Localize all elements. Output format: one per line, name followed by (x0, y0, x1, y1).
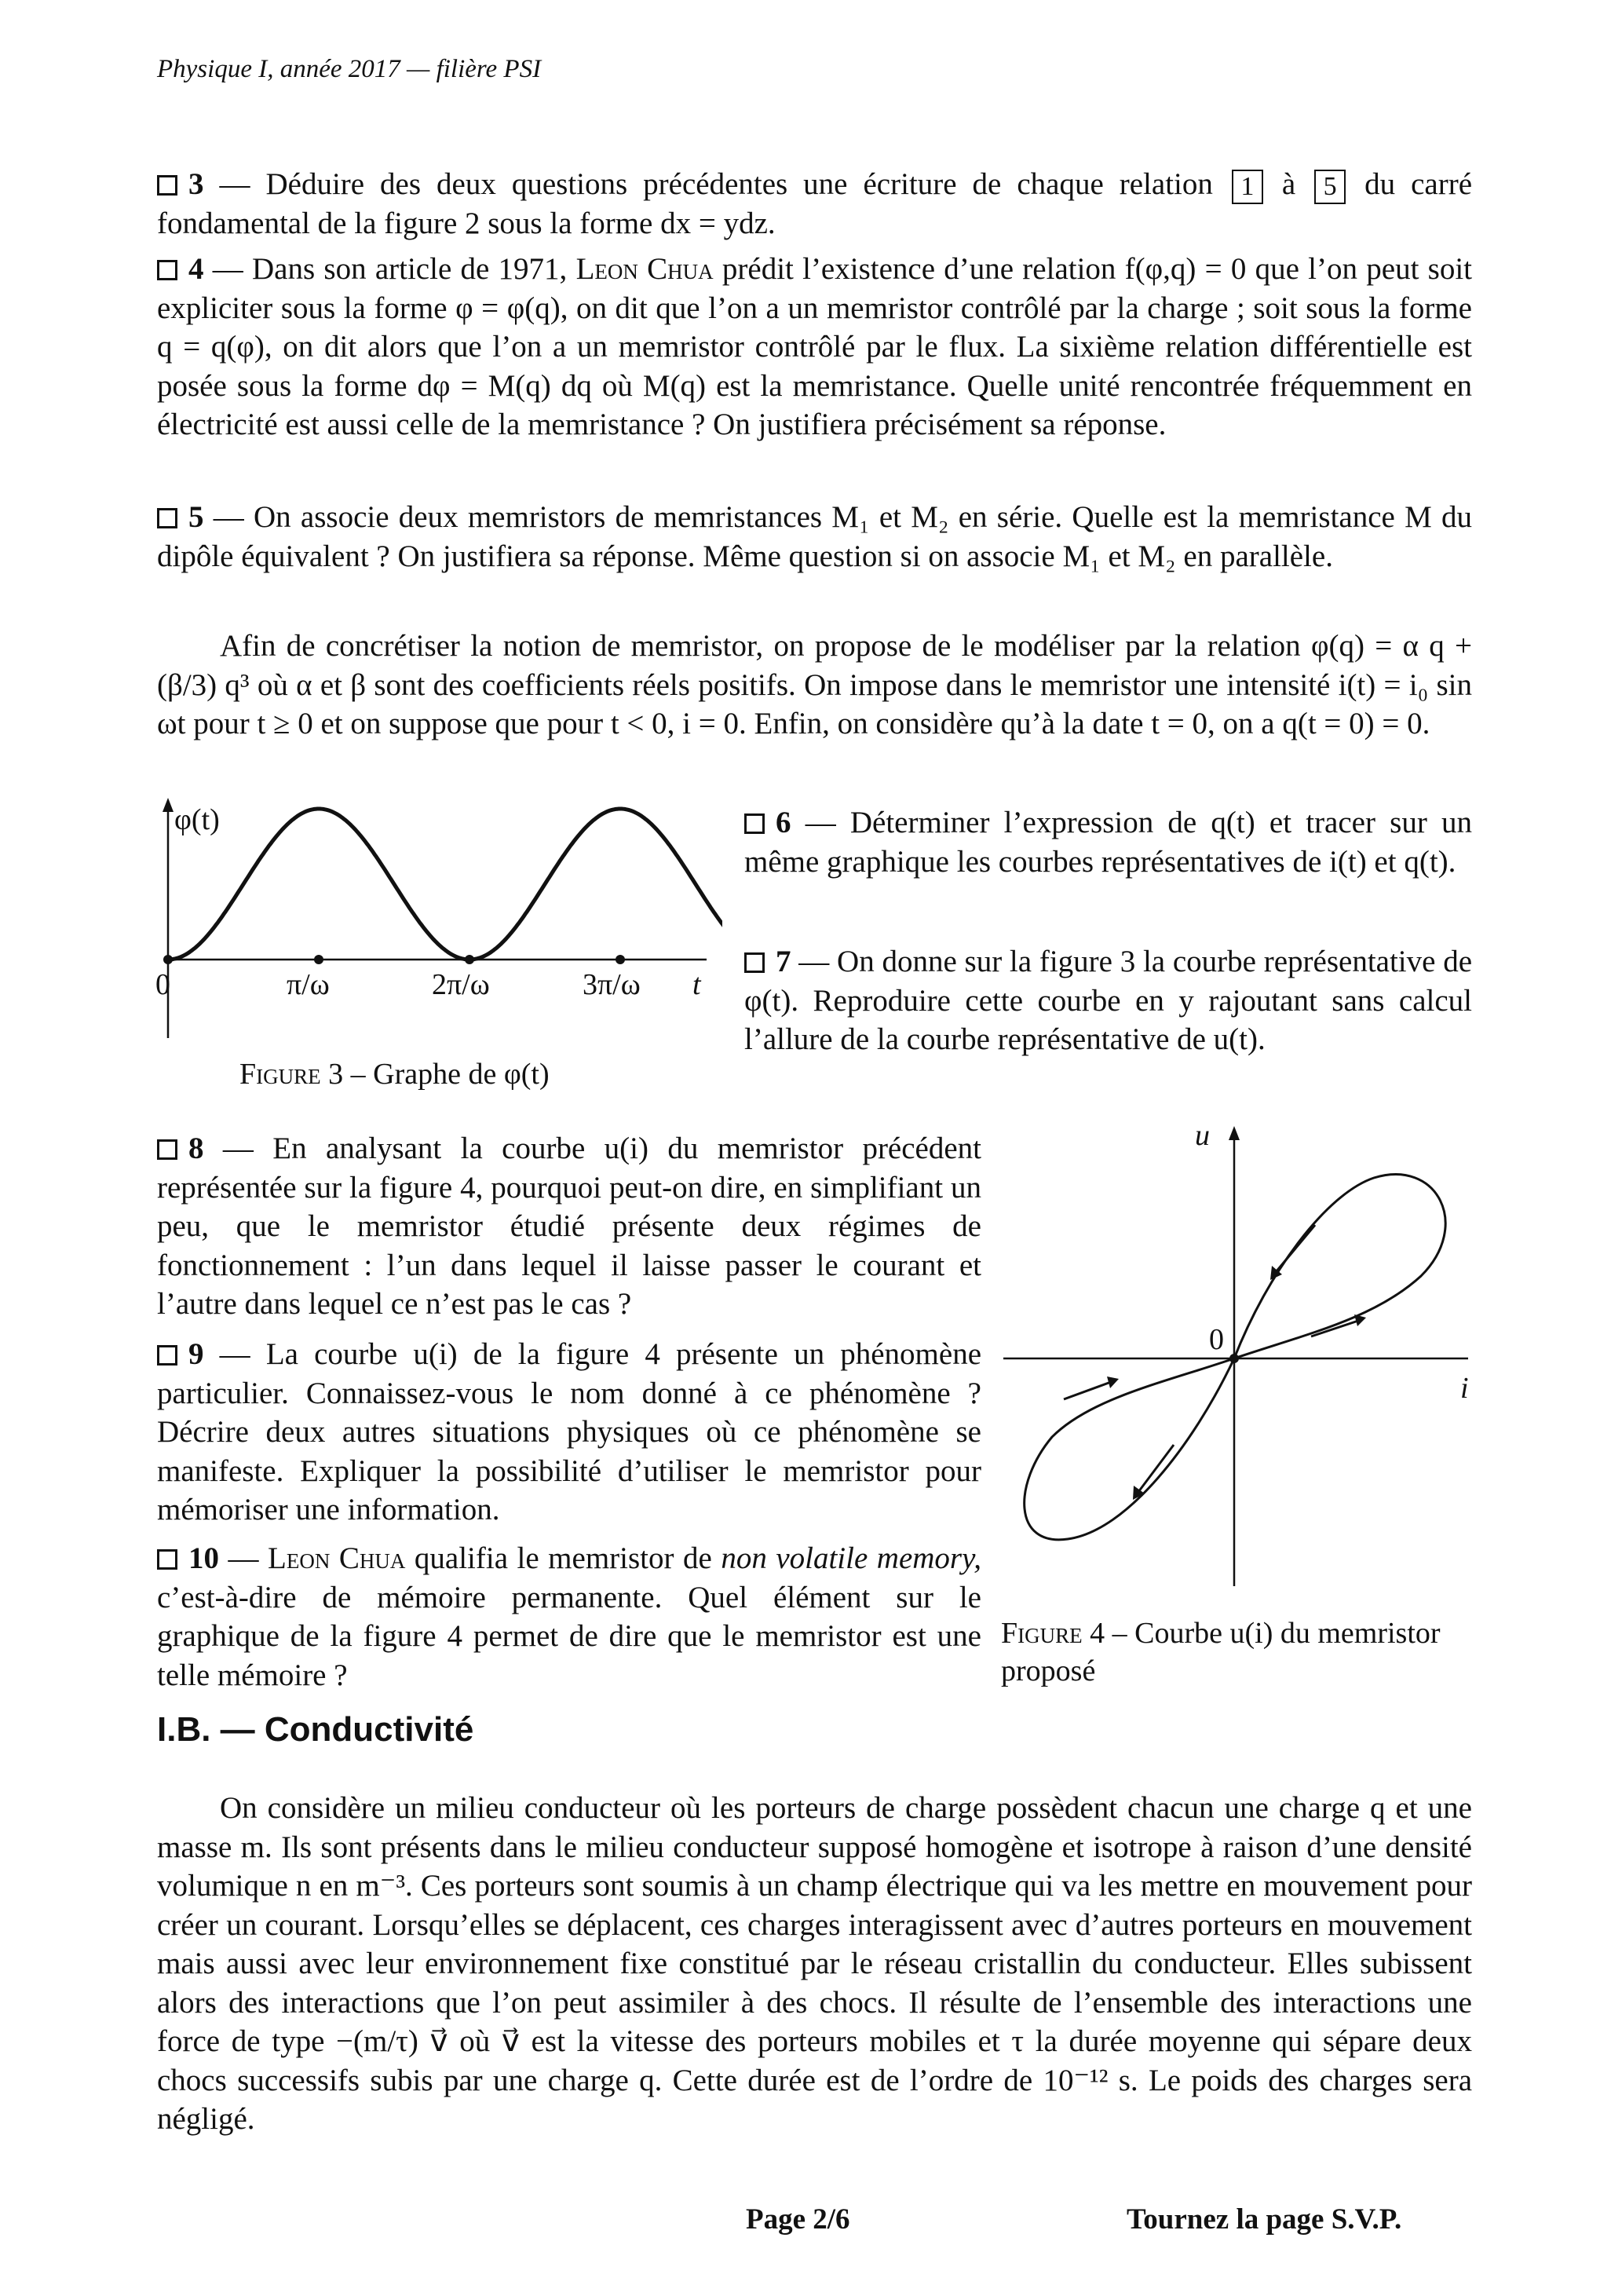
page-number: Page 2/6 (746, 2203, 850, 2236)
question-separator: — (798, 945, 830, 978)
question-text: La courbe u(i) de la figure 4 présente un phénomène particulier. Connaissez-vous le nom donné à ce phénomène ? Décrire deux autres situations physiques où ce phénomène se manifeste. Expliquer la possibilité d’utiliser le memristor pour mémoriser une information. (157, 1337, 982, 1526)
question-number: 4 (188, 252, 204, 286)
question-text: On donne sur la figure 3 la courbe représentative de φ(t). Reproduire cette courbe en y rajoutant sans calcul l’allure de la courbe représentative de u(t). (744, 945, 1473, 1056)
y-axis-arrow-icon (163, 798, 174, 812)
checkbox-icon (744, 813, 765, 834)
u-axis-label: u (1195, 1119, 1210, 1152)
question-separator: — (805, 806, 836, 839)
origin-dot (1229, 1354, 1239, 1363)
checkbox-icon (157, 1345, 177, 1366)
question-text: prédit l’existence d’une relation f(φ,q) = 0 que l’on peut soit expliciter sous la forme φ = φ(q), on dit que l’on a un memristor contrôlé par la charge ; soit sous la forme q = q(φ), on dit alors que l’on a un memristor contrôlé par le flux. La sixième relation différentielle est posée sous la forme dφ = M(q) dq où M(q) est la memristance. Quelle unité rencontrée fréquemment en électricité est aussi celle de la memristance ? On justifiera précisément sa réponse. (157, 252, 1472, 441)
checkbox-icon (157, 1549, 177, 1570)
origin-label: 0 (155, 968, 170, 1001)
arrow-left-branch-icon (1064, 1377, 1119, 1399)
question-text: du carré fondamental de la figure 2 sous la forme dx = ydz. (157, 167, 1472, 241)
checkbox-icon (157, 508, 177, 528)
conductivity-paragraph: On considère un milieu conducteur où les porteurs de charge possèdent chacun une charge q et une masse m. Ils sont présents dans le milieu conducteur supposé homogène et isotrope à raison d’une densité volumique n en m⁻³. Ces porteurs sont soumis à un champ électrique qui va les mettre en mouvement pour créer un courant. Lorsqu’elles se déplacent, ces charges interagissent avec d’autres porteurs en mouvement mais aussi avec leur environnement fixe constitué par le réseau cristallin du conducteur. Elles subissent alors des interactions que l’on peut assimiler à des chocs. Il résulte de l’ensemble des interactions une force de type −(m/τ) v⃗ où v⃗ est la vitesse des porteurs mobiles et τ la durée moyenne qui sépare deux chocs successifs subis par une charge q. Cette durée est de l’ordre de 10⁻¹² s. Le poids des charges sera négligé. (157, 1791, 1472, 2136)
question-number: 6 (776, 806, 791, 839)
tick-label-2pi: 2π/ω (432, 968, 490, 1001)
question-number: 8 (188, 1132, 204, 1165)
figure-3-caption (239, 1055, 550, 1093)
question-separator: — (228, 1541, 259, 1575)
caption-label: Figure 4 (1001, 1617, 1105, 1650)
question-number: 3 (188, 167, 204, 201)
question-text: Déterminer l’expression de q(t) et tracer sur un même graphique les courbes représentatives de i(t) et q(t). (744, 806, 1473, 879)
checkbox-icon (744, 952, 765, 973)
question-number: 10 (188, 1541, 219, 1575)
question-10 (157, 1539, 981, 1695)
x-axis-label: t (692, 968, 701, 1001)
question-text: c’est-à-dire de mémoire permanente. Quel élément sur le graphique de la figure 4 permet de dire que le memristor est une telle mémoire ? (157, 1580, 981, 1692)
question-text: Déduire des deux questions précédentes une écriture de chaque relation (265, 167, 1213, 201)
question-9 (157, 1335, 981, 1530)
question-4 (157, 250, 1472, 444)
question-number: 7 (776, 945, 791, 978)
caption-text: – Graphe de φ(t) (350, 1058, 550, 1091)
checkbox-icon (157, 175, 177, 196)
question-7 (744, 942, 1472, 1059)
turn-page-note: Tournez la page S.V.P. (1127, 2203, 1402, 2236)
question-separator: — (219, 1337, 250, 1371)
caption-label: Figure 3 (239, 1058, 344, 1091)
arrow-right-branch-icon (1311, 1314, 1366, 1336)
figure-3-graph (149, 793, 722, 1052)
question-number: 5 (188, 500, 204, 534)
question-8 (157, 1129, 981, 1324)
question-text: à (1281, 167, 1296, 201)
question-separator: — (222, 1132, 254, 1165)
arrow-lower-branch-icon (1133, 1445, 1174, 1500)
figure-4-graph (997, 1115, 1484, 1602)
question-italic-text: non volatile memory, (721, 1541, 982, 1575)
tick-label-pi: π/ω (287, 968, 330, 1001)
tick-dot-2 (465, 955, 474, 964)
phi-curve (168, 809, 722, 960)
question-text: En analysant la courbe u(i) du memristor précédent représentée sur la figure 4, pourquoi peut-on dire, en simplifiant un peu, que le memristor étudié présente deux régimes de fonctionnement : l’un dans lequel il laisse passer le courant et l’autre dans lequel ce n’est pas le cas ? (157, 1132, 982, 1321)
origin-label: 0 (1209, 1323, 1224, 1356)
question-text: qualifia le memristor de (414, 1541, 712, 1575)
figure-4-caption (1001, 1614, 1476, 1690)
tick-label-3pi: 3π/ω (583, 968, 641, 1001)
question-separator: — (213, 500, 244, 534)
y-axis-label: φ(t) (174, 803, 220, 836)
arrow-upper-branch-icon (1270, 1225, 1315, 1280)
author-name: Leon Chua (575, 252, 714, 286)
intro-paragraph: Afin de concrétiser la notion de memristor, on propose de le modéliser par la relation φ(q) = α q + (β/3) q³ où α et β sont des coefficients réels positifs. On impose dans le memristor une intensité i(t) = i₀ sin ωt pour t ≥ 0 et on suppose que pour t < 0, i = 0. Enfin, on considère qu’à la date t = 0, on a q(t = 0) = 0. (157, 629, 1472, 740)
question-separator: — (212, 252, 243, 286)
u-axis-arrow-icon (1229, 1126, 1240, 1140)
caption-text: – Courbe u(i) du memristor proposé (1001, 1617, 1441, 1687)
question-text: On associe deux memristors de memristances M₁ et M₂ en série. Quelle est la memristance M du dipôle équivalent ? On justifiera sa réponse. Même question si on associe M₁ et M₂ en parallèle. (157, 500, 1473, 573)
tick-dot-3 (616, 955, 625, 964)
section-heading: I.B. — Conductivité (157, 1710, 474, 1749)
checkbox-icon (157, 260, 177, 280)
question-separator: — (219, 167, 250, 201)
tick-dot-0 (163, 955, 173, 964)
question-text: Dans son article de 1971, (252, 252, 568, 286)
running-header: Physique I, année 2017 — filière PSI (157, 55, 542, 83)
question-number: 9 (188, 1337, 204, 1371)
question-3 (157, 165, 1472, 243)
tick-dot-1 (314, 955, 323, 964)
question-6 (744, 803, 1472, 881)
i-axis-label: i (1460, 1372, 1469, 1405)
relation-box-5: 5 (1314, 170, 1346, 204)
author-name: Leon Chua (268, 1541, 406, 1575)
question-5 (157, 498, 1472, 576)
relation-box-1: 1 (1232, 170, 1263, 204)
checkbox-icon (157, 1139, 177, 1160)
